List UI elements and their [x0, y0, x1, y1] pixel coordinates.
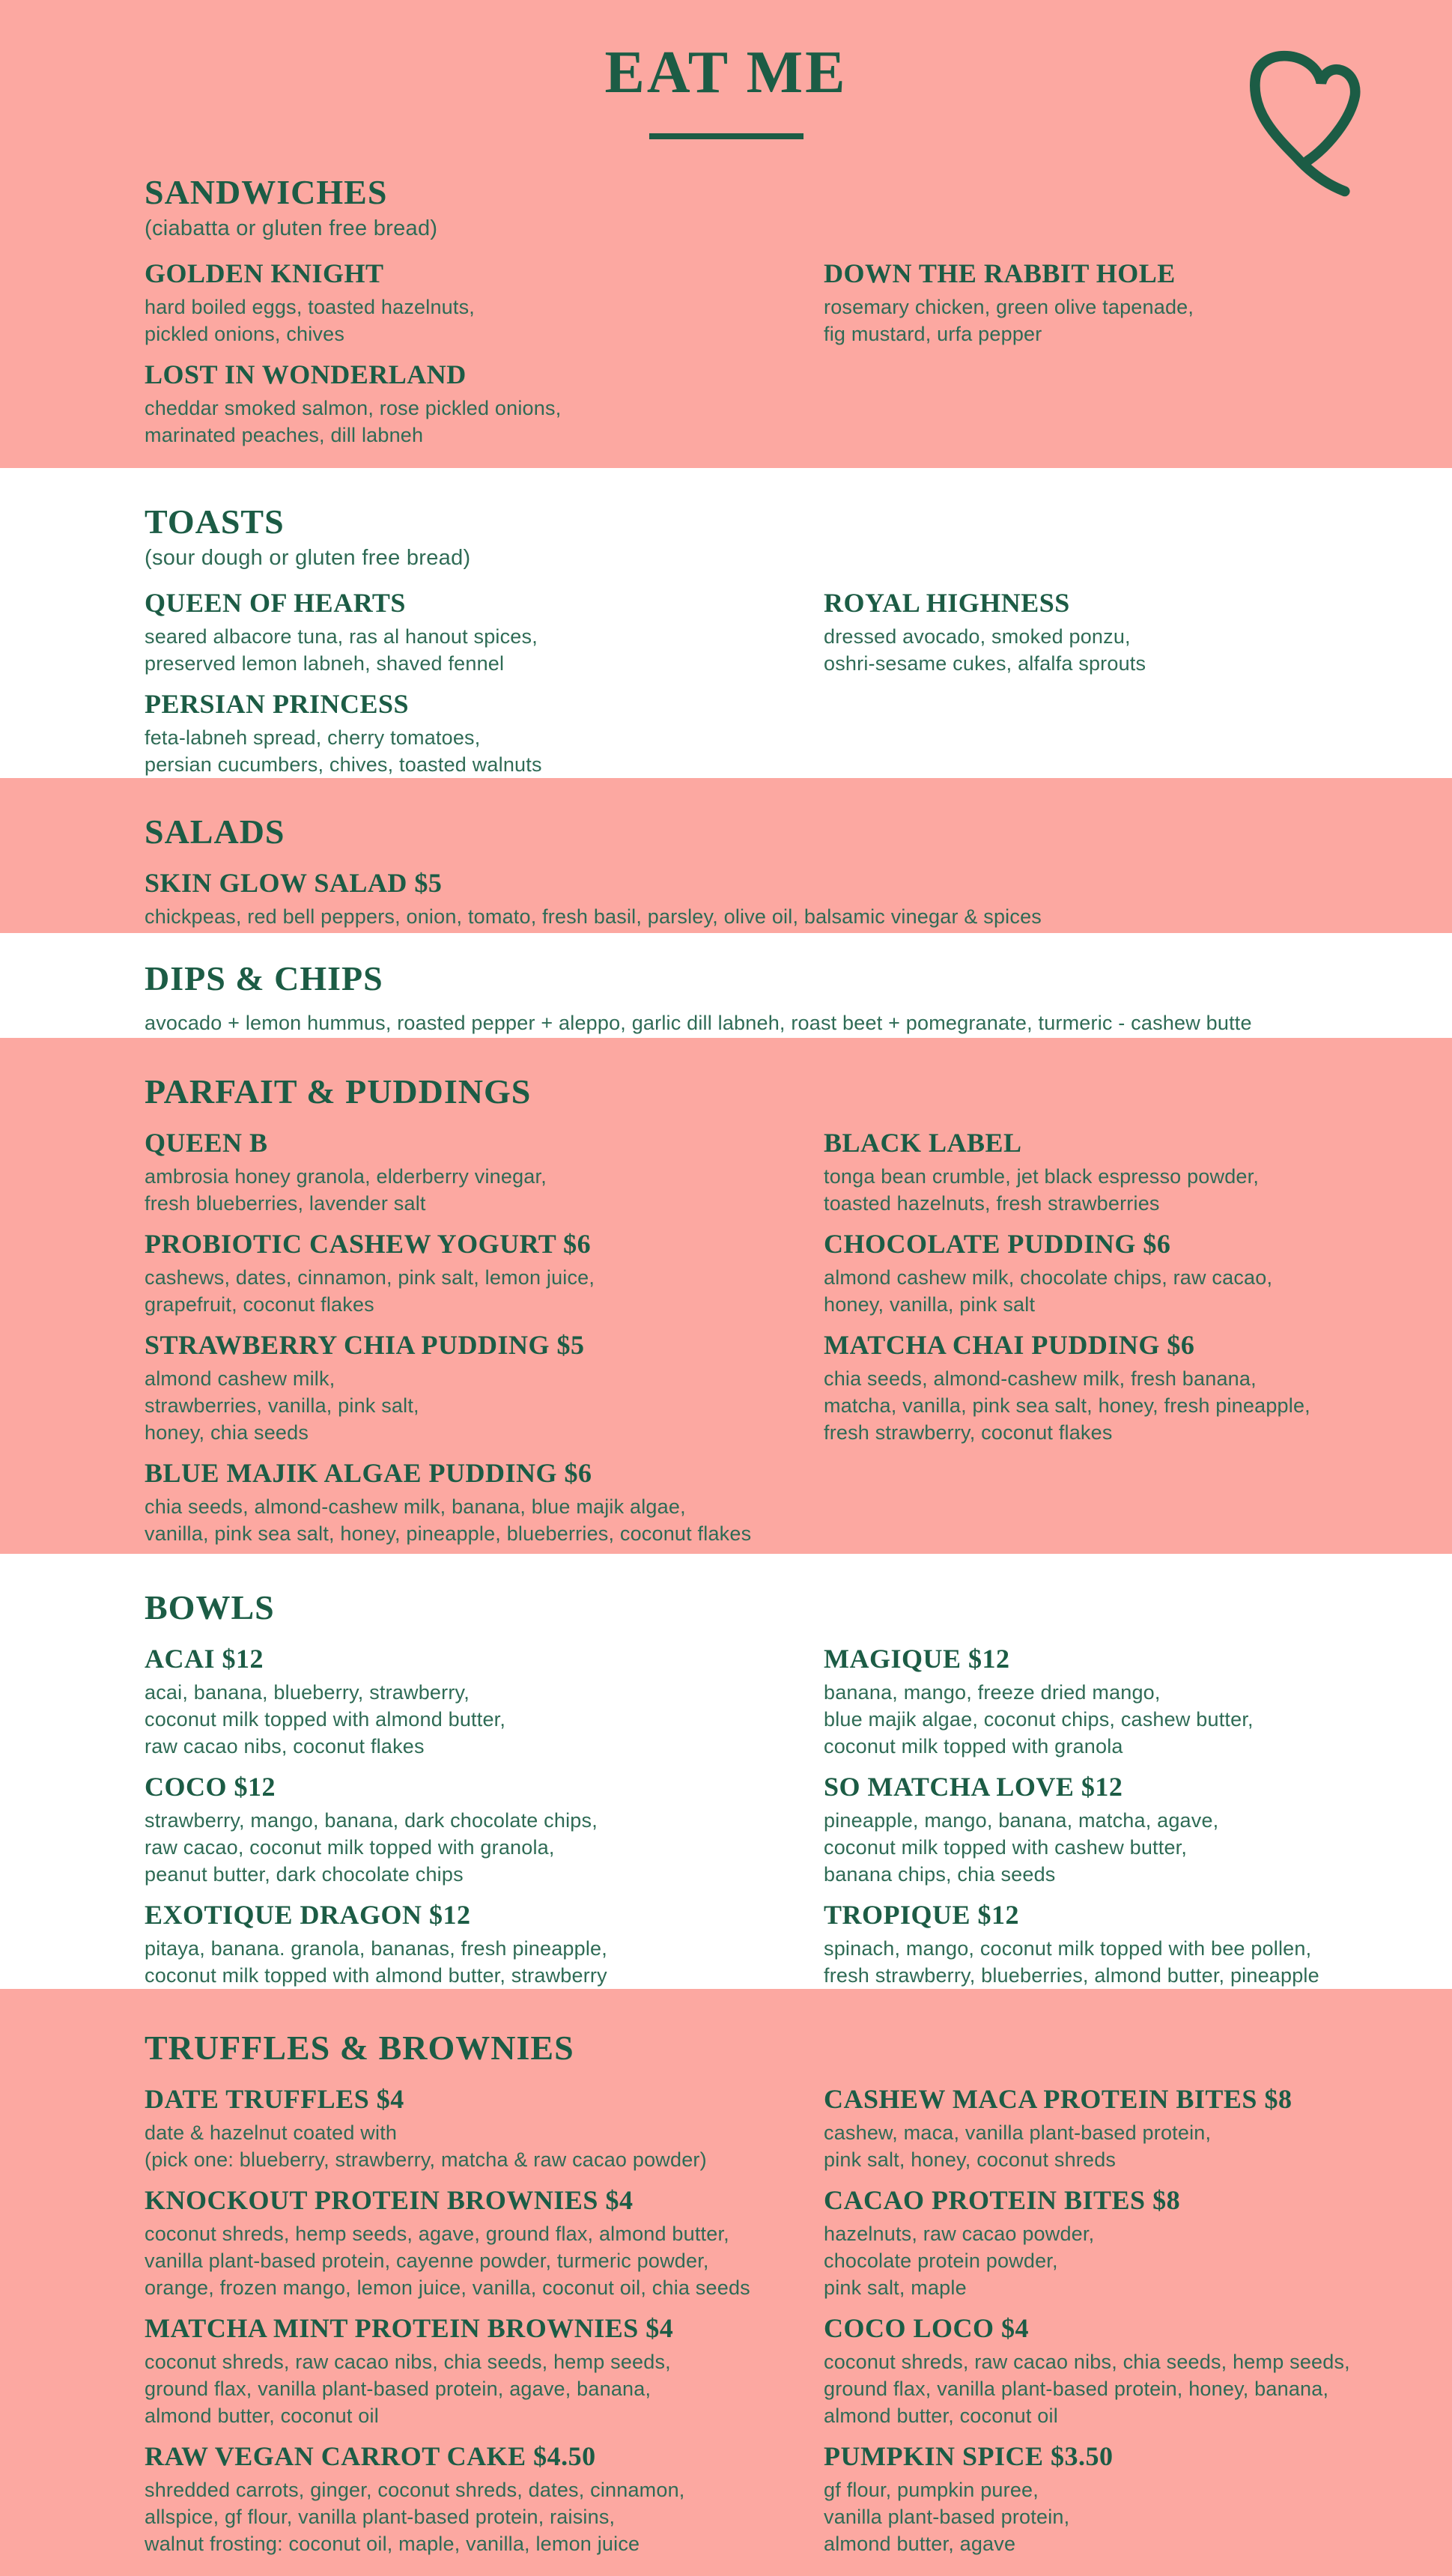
item-desc: [824, 1365, 1452, 1446]
menu-item: [145, 2184, 824, 2301]
menu-item: [145, 687, 824, 778]
item-desc: [145, 395, 824, 449]
item-desc-line: coconut milk topped with almond butter,: [145, 1708, 506, 1731]
item-desc-line: fresh strawberry, blueberries, almond butter, pineapple: [824, 1964, 1319, 1987]
item-desc: [824, 1679, 1452, 1760]
item-desc-line: ground flax, vanilla plant-based protein, agave, banana,: [145, 2378, 651, 2400]
item-desc: [824, 623, 1452, 677]
item-desc: [145, 1679, 824, 1760]
row-cell-right: [824, 1456, 1452, 1547]
menu-item: [145, 1009, 1452, 1036]
menu-row: [145, 586, 1452, 677]
menu-item: [145, 2312, 824, 2429]
item-name: SKIN GLOW SALAD $5: [145, 868, 443, 898]
item-desc: [824, 1163, 1452, 1217]
menu-item: [145, 586, 824, 677]
item-name: RAW VEGAN CARROT CAKE $4.50: [145, 2441, 596, 2471]
item-desc-line: toasted hazelnuts, fresh strawberries: [824, 1192, 1160, 1215]
item-name: ACAI $12: [145, 1644, 264, 1674]
item-desc: [145, 1163, 824, 1217]
row-cell-right: [824, 2440, 1452, 2557]
menu-row: [145, 1006, 1452, 1036]
item-desc-line: coconut milk topped with granola: [824, 1735, 1123, 1758]
row-cell-right: [824, 1227, 1452, 1318]
row-cell-left: [145, 687, 824, 778]
section-sandwiches: [0, 172, 1452, 449]
row-cell-right: [824, 257, 1452, 347]
item-desc-line: banana, mango, freeze dried mango,: [824, 1681, 1161, 1704]
item-desc: [145, 294, 824, 347]
item-desc-line: hard boiled eggs, toasted hazelnuts,: [145, 296, 476, 318]
section-subtitle: (sour dough or gluten free bread): [145, 546, 471, 570]
item-desc-line: almond butter, agave: [824, 2533, 1016, 2555]
item-desc-line: acai, banana, blueberry, strawberry,: [145, 1681, 470, 1704]
item-desc-line: honey, chia seeds: [145, 1421, 309, 1444]
menu-row: [145, 2184, 1452, 2301]
section-rows: [145, 1642, 1452, 1989]
item-desc: [145, 1365, 824, 1446]
menu-row: [145, 1770, 1452, 1888]
item-desc-line: raw cacao, coconut milk topped with granola,: [145, 1836, 555, 1859]
item-desc-line: seared albacore tuna, ras al hanout spices,: [145, 625, 538, 648]
item-desc-line: vanilla, pink sea salt, honey, pineapple, blueberries, coconut flakes: [145, 1522, 752, 1545]
item-name: ROYAL HIGHNESS: [824, 588, 1070, 618]
section-rows: [145, 866, 1452, 930]
menu-item: [824, 586, 1452, 677]
row-cell-right: [824, 2083, 1452, 2173]
section-bowls: [0, 1588, 1452, 1989]
menu-row: [145, 1126, 1452, 1217]
item-desc-line: cheddar smoked salmon, rose pickled onions,: [145, 397, 562, 419]
item-desc: [145, 724, 824, 778]
section-subtitle: (ciabatta or gluten free bread): [145, 216, 438, 240]
item-name: CASHEW MACA PROTEIN BITES $8: [824, 2084, 1292, 2114]
row-cell-left: [145, 1126, 824, 1217]
section-heading-salads: SALADS: [145, 812, 285, 851]
row-cell-right: [824, 687, 1452, 778]
section-parfait: [0, 1072, 1452, 1547]
item-desc-line: (pick one: blueberry, strawberry, matcha & raw cacao powder): [145, 2148, 707, 2171]
section-toasts: [0, 502, 1452, 778]
item-desc-line: rosemary chicken, green olive tapenade,: [824, 296, 1194, 318]
row-cell-right: [824, 1328, 1452, 1446]
row-cell-right: [824, 1126, 1452, 1217]
menu-item: [824, 1898, 1452, 1989]
item-desc-line: chickpeas, red bell peppers, onion, tomato, fresh basil, parsley, olive oil, balsamic vinegar & spices: [145, 905, 1042, 928]
menu-item: [145, 2440, 824, 2557]
item-desc-line: pitaya, banana. granola, bananas, fresh pineapple,: [145, 1937, 607, 1960]
item-desc-line: vanilla plant-based protein,: [824, 2506, 1070, 2528]
item-name: DATE TRUFFLES $4: [145, 2084, 404, 2114]
row-cell-left: [145, 257, 824, 347]
item-desc-line: walnut frosting: coconut oil, maple, vanilla, lemon juice: [145, 2533, 640, 2555]
section-rows: [145, 1006, 1452, 1036]
item-desc: [824, 1264, 1452, 1318]
item-desc-line: preserved lemon labneh, shaved fennel: [145, 652, 505, 675]
menu-item: [145, 358, 824, 449]
section-salads: [0, 812, 1452, 930]
section-heading-truffles: TRUFFLES & BROWNIES: [145, 2029, 574, 2067]
row-cell-left: [145, 1770, 824, 1888]
item-desc-line: raw cacao nibs, coconut flakes: [145, 1735, 425, 1758]
item-desc: [145, 2348, 824, 2429]
row-cell-right: [824, 586, 1452, 677]
band-truffles: [0, 1989, 1452, 2576]
item-desc: [824, 1935, 1452, 1989]
menu-item: [145, 1770, 824, 1888]
item-desc-line: coconut milk topped with almond butter, strawberry: [145, 1964, 607, 1987]
menu-item: [824, 1126, 1452, 1217]
item-desc-line: almond butter, coconut oil: [145, 2405, 379, 2427]
menu-row: [145, 2083, 1452, 2173]
menu-row: [145, 1328, 1452, 1446]
item-name: QUEEN OF HEARTS: [145, 588, 406, 618]
item-desc-line: strawberry, mango, banana, dark chocolate chips,: [145, 1809, 598, 1832]
item-desc-line: coconut shreds, hemp seeds, agave, ground flax, almond butter,: [145, 2223, 729, 2245]
menu-item: [824, 2184, 1452, 2301]
item-desc: [824, 2119, 1452, 2173]
item-name: PERSIAN PRINCESS: [145, 689, 410, 719]
section-rows: [145, 257, 1452, 449]
row-cell-left: [145, 866, 1452, 930]
item-desc-line: feta-labneh spread, cherry tomatoes,: [145, 726, 481, 749]
row-cell-left: [145, 2440, 824, 2557]
menu-item: [145, 2083, 824, 2173]
item-desc-line: pink salt, maple: [824, 2276, 967, 2299]
item-desc-line: chocolate protein powder,: [824, 2250, 1058, 2272]
item-desc-line: spinach, mango, coconut milk topped with bee pollen,: [824, 1937, 1312, 1960]
row-cell-left: [145, 2083, 824, 2173]
title-underline: [649, 133, 804, 139]
item-desc-line: pineapple, mango, banana, matcha, agave,: [824, 1809, 1219, 1832]
item-desc-line: almond cashew milk, chocolate chips, raw cacao,: [824, 1266, 1273, 1289]
section-rows: [145, 2083, 1452, 2557]
menu-item: [145, 1456, 824, 1547]
item-desc-line: pink salt, honey, coconut shreds: [824, 2148, 1117, 2171]
row-cell-left: [145, 1006, 1452, 1036]
band-salads: [0, 778, 1452, 933]
item-desc: [145, 623, 824, 677]
item-name: MAGIQUE $12: [824, 1644, 1010, 1674]
item-name: PUMPKIN SPICE $3.50: [824, 2441, 1114, 2471]
row-cell-right: [824, 1770, 1452, 1888]
section-heading-bowls: BOWLS: [145, 1588, 275, 1626]
menu-row: [145, 358, 1452, 449]
menu-item: [145, 1898, 824, 1989]
row-cell-left: [145, 358, 824, 449]
row-cell-right: [824, 2184, 1452, 2301]
section-heading-sandwiches: SANDWICHES: [145, 173, 388, 211]
item-name: EXOTIQUE DRAGON $12: [145, 1900, 471, 1930]
item-name: LOST IN WONDERLAND: [145, 359, 467, 389]
item-desc-line: banana chips, chia seeds: [824, 1863, 1056, 1886]
item-name: COCO LOCO $4: [824, 2313, 1030, 2343]
item-desc-line: allspice, gf flour, vanilla plant-based protein, raisins,: [145, 2506, 616, 2528]
row-cell-right: [824, 2312, 1452, 2429]
item-desc-line: fresh blueberries, lavender salt: [145, 1192, 426, 1215]
item-desc-line: almond cashew milk,: [145, 1367, 335, 1390]
item-name: CHOCOLATE PUDDING $6: [824, 1229, 1171, 1259]
item-desc-line: coconut shreds, raw cacao nibs, chia seeds, hemp seeds,: [145, 2351, 671, 2373]
item-desc: [145, 1493, 824, 1547]
item-desc-line: marinated peaches, dill labneh: [145, 424, 424, 446]
menu-row: [145, 687, 1452, 778]
menu-row: [145, 2312, 1452, 2429]
section-heading-toasts: TOASTS: [145, 502, 285, 541]
section-rows: [145, 1126, 1452, 1547]
item-desc-line: avocado + lemon hummus, roasted pepper + aleppo, garlic dill labneh, roast beet + pomegranate, turmeric - cashew butte: [145, 1012, 1252, 1034]
item-name: PROBIOTIC CASHEW YOGURT $6: [145, 1229, 592, 1259]
menu-item: [145, 1227, 824, 1318]
row-cell-left: [145, 1227, 824, 1318]
menu-item: [824, 1227, 1452, 1318]
section-dips: [0, 959, 1452, 1036]
item-desc-line: pickled onions, chives: [145, 323, 345, 345]
row-cell-left: [145, 1456, 824, 1547]
item-desc-line: fig mustard, urfa pepper: [824, 323, 1042, 345]
item-desc: [145, 903, 1452, 930]
band-parfait: [0, 1038, 1452, 1554]
menu-item: [145, 1642, 824, 1760]
menu-item: [824, 257, 1452, 347]
item-name: MATCHA MINT PROTEIN BROWNIES $4: [145, 2313, 674, 2343]
item-desc-line: coconut milk topped with cashew butter,: [824, 1836, 1188, 1859]
item-name: KNOCKOUT PROTEIN BROWNIES $4: [145, 2185, 634, 2215]
menu-item: [824, 1328, 1452, 1446]
item-desc: [145, 2220, 824, 2301]
item-desc-line: ground flax, vanilla plant-based protein, honey, banana,: [824, 2378, 1329, 2400]
item-desc: [824, 2348, 1452, 2429]
item-desc-line: fresh strawberry, coconut flakes: [824, 1421, 1113, 1444]
row-cell-left: [145, 2312, 824, 2429]
item-name: QUEEN B: [145, 1128, 268, 1158]
item-desc-line: cashews, dates, cinnamon, pink salt, lemon juice,: [145, 1266, 595, 1289]
item-desc-line: ambrosia honey granola, elderberry vinegar,: [145, 1165, 547, 1188]
item-name: COCO $12: [145, 1772, 276, 1802]
menu-item: [824, 2083, 1452, 2173]
item-desc-line: tonga bean crumble, jet black espresso powder,: [824, 1165, 1260, 1188]
menu-item: [824, 1770, 1452, 1888]
item-desc-line: almond butter, coconut oil: [824, 2405, 1058, 2427]
row-cell-right: [824, 1898, 1452, 1989]
band-sandwiches: [0, 0, 1452, 468]
item-desc-line: oshri-sesame cukes, alfalfa sprouts: [824, 652, 1146, 675]
menu-item: [824, 1642, 1452, 1760]
menu-row: [145, 1898, 1452, 1989]
row-cell-left: [145, 586, 824, 677]
item-name: MATCHA CHAI PUDDING $6: [824, 1330, 1195, 1360]
band-dips: [0, 933, 1452, 1038]
item-desc: [145, 1264, 824, 1318]
row-cell-right: [824, 358, 1452, 449]
menu-item: [145, 1328, 824, 1446]
row-cell-right: [824, 1642, 1452, 1760]
item-desc-line: coconut shreds, raw cacao nibs, chia seeds, hemp seeds,: [824, 2351, 1350, 2373]
item-name: TROPIQUE $12: [824, 1900, 1020, 1930]
menu-row: [145, 1227, 1452, 1318]
row-cell-left: [145, 1328, 824, 1446]
item-desc-line: gf flour, pumpkin puree,: [824, 2479, 1039, 2501]
item-desc-line: vanilla plant-based protein, cayenne powder, turmeric powder,: [145, 2250, 709, 2272]
item-desc: [145, 2119, 824, 2173]
item-desc-line: cashew, maca, vanilla plant-based protein,: [824, 2121, 1212, 2144]
menu-row: [145, 257, 1452, 347]
menu-item: [145, 1126, 824, 1217]
item-desc-line: honey, vanilla, pink salt: [824, 1293, 1036, 1316]
menu-item: [824, 2312, 1452, 2429]
item-desc-line: grapefruit, coconut flakes: [145, 1293, 374, 1316]
page-title: EAT ME: [604, 40, 848, 106]
menu-item: [145, 866, 1452, 930]
item-name: BLUE MAJIK ALGAE PUDDING $6: [145, 1458, 592, 1488]
item-name: GOLDEN KNIGHT: [145, 258, 384, 288]
section-heading-dips: DIPS & CHIPS: [145, 959, 383, 997]
menu-row: [145, 1642, 1452, 1760]
menu-item: [145, 257, 824, 347]
item-desc: [145, 2476, 824, 2557]
item-desc-line: matcha, vanilla, pink sea salt, honey, fresh pineapple,: [824, 1394, 1310, 1417]
item-desc-line: chia seeds, almond-cashew milk, fresh banana,: [824, 1367, 1257, 1390]
item-name: SO MATCHA LOVE $12: [824, 1772, 1123, 1802]
section-rows: [145, 586, 1452, 778]
menu-row: [145, 2440, 1452, 2557]
item-name: STRAWBERRY CHIA PUDDING $5: [145, 1330, 585, 1360]
item-desc: [824, 2220, 1452, 2301]
section-heading-parfait: PARFAIT & PUDDINGS: [145, 1072, 532, 1111]
item-desc: [824, 294, 1452, 347]
item-desc-line: chia seeds, almond-cashew milk, banana, blue majik algae,: [145, 1495, 686, 1518]
section-truffles: [0, 2028, 1452, 2557]
item-desc-line: persian cucumbers, chives, toasted walnuts: [145, 753, 542, 776]
heart-icon: [1229, 39, 1371, 200]
item-desc-line: shredded carrots, ginger, coconut shreds, dates, cinnamon,: [145, 2479, 685, 2501]
item-desc-line: orange, frozen mango, lemon juice, vanilla, coconut oil, chia seeds: [145, 2276, 750, 2299]
item-desc-line: hazelnuts, raw cacao powder,: [824, 2223, 1095, 2245]
band-bowls: [0, 1554, 1452, 1989]
item-name: CACAO PROTEIN BITES $8: [824, 2185, 1181, 2215]
item-name: BLACK LABEL: [824, 1128, 1022, 1158]
item-desc: [145, 1807, 824, 1888]
item-desc-line: dressed avocado, smoked ponzu,: [824, 625, 1131, 648]
row-cell-left: [145, 1898, 824, 1989]
item-desc-line: peanut butter, dark chocolate chips: [145, 1863, 464, 1886]
item-desc-line: date & hazelnut coated with: [145, 2121, 398, 2144]
menu-row: [145, 866, 1452, 930]
band-toasts: [0, 468, 1452, 778]
item-desc: [145, 1935, 824, 1989]
item-name: DOWN THE RABBIT HOLE: [824, 258, 1176, 288]
item-desc: [824, 2476, 1452, 2557]
row-cell-left: [145, 2184, 824, 2301]
item-desc: [145, 1009, 1452, 1036]
row-cell-left: [145, 1642, 824, 1760]
item-desc-line: strawberries, vanilla, pink salt,: [145, 1394, 419, 1417]
menu-item: [824, 2440, 1452, 2557]
menu-row: [145, 1456, 1452, 1547]
item-desc: [824, 1807, 1452, 1888]
item-desc-line: blue majik algae, coconut chips, cashew butter,: [824, 1708, 1254, 1731]
